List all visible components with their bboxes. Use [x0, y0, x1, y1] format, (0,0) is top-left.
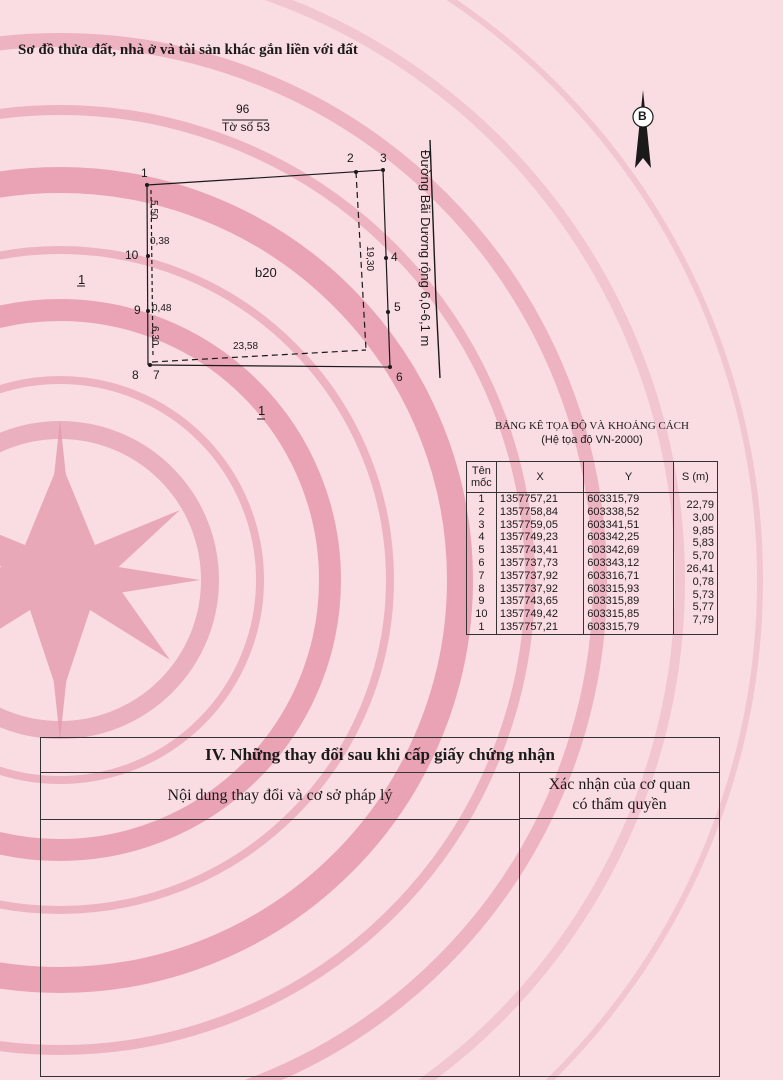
table-cell-y: 603315,79 [584, 493, 673, 506]
table-cell-x: 1357759,05 [496, 519, 583, 532]
dim-right: 19,30 [364, 246, 375, 272]
coord-table-heading [466, 420, 718, 446]
distance-value: 3,00 [692, 511, 714, 524]
table-row [467, 608, 718, 621]
point-label-9: 9 [134, 303, 141, 317]
table-row [467, 519, 718, 532]
point-label-7: 7 [153, 368, 160, 382]
distance-value: 5,77 [692, 601, 714, 614]
table-cell-name: 10 [467, 608, 497, 621]
point-label-10: 10 [125, 248, 139, 262]
table-cell-name: 4 [467, 531, 497, 544]
table-cell-x: 1357737,92 [496, 583, 583, 596]
table-cell-name: 7 [467, 570, 497, 583]
distance-value: 5,70 [692, 550, 714, 563]
north-label: B [638, 109, 647, 123]
table-cell-y: 603342,69 [584, 544, 673, 557]
distance-value: 7,79 [692, 614, 714, 627]
parcel-ref-top: 96 [236, 102, 250, 116]
north-arrow-icon [633, 90, 653, 168]
table-cell-y: 603315,85 [584, 608, 673, 621]
point-label-1: 1 [141, 166, 148, 180]
table-cell-y: 603315,89 [584, 595, 673, 608]
table-cell-s [673, 557, 717, 575]
table-cell-x: 1357737,73 [496, 557, 583, 570]
point-label-5: 5 [394, 300, 401, 314]
table-cell-name: 9 [467, 595, 497, 608]
col-header-s: S (m) [673, 462, 717, 493]
table-cell-x: 1357757,21 [496, 621, 583, 634]
boundary-7-6 [150, 365, 390, 367]
point-label-4: 4 [391, 250, 398, 264]
boundary-3-6 [383, 170, 390, 367]
table-row [467, 570, 718, 583]
distance-value: 26,41 [686, 562, 714, 575]
table-row [467, 621, 718, 634]
coord-table-subtitle: (Hệ tọa độ VN-2000) [541, 434, 643, 446]
table-cell-x: 1357743,65 [496, 595, 583, 608]
table-cell-s [673, 519, 717, 537]
authority-confirmation-header [520, 773, 719, 819]
col-header-x: X [496, 462, 583, 493]
table-cell-s [673, 595, 717, 614]
distance-value: 9,85 [692, 524, 714, 537]
boundary-1-3 [147, 170, 383, 185]
point-label-3: 3 [380, 151, 387, 165]
distance-value: 5,83 [692, 537, 714, 550]
table-cell-y: 603343,12 [584, 557, 673, 570]
table-row [467, 506, 718, 519]
table-cell-y: 603315,79 [584, 621, 673, 634]
table-cell-s [673, 544, 717, 563]
table-cell-y: 603341,51 [584, 519, 673, 532]
table-row [467, 557, 718, 570]
parcel-map [0, 0, 783, 420]
dim-bottom: 23,58 [233, 341, 259, 352]
inner-bottom-dashed [152, 350, 366, 362]
neighbor-label-bottom: 1 [258, 403, 266, 418]
table-cell-name: 5 [467, 544, 497, 557]
table-cell-s [673, 531, 717, 550]
table-cell-s [673, 608, 717, 627]
table-cell-y: 603316,71 [584, 570, 673, 583]
distance-value: 0,78 [692, 575, 714, 588]
table-cell-name: 1 [467, 493, 497, 506]
distance-value: 22,79 [686, 499, 714, 511]
table-cell-name: 8 [467, 583, 497, 596]
table-cell-x: 1357749,42 [496, 608, 583, 621]
neighbor-label-left: 1 [78, 272, 86, 287]
table-cell-s [673, 583, 717, 601]
col-header-name: Tên mốc [467, 462, 497, 493]
table-cell-s [673, 506, 717, 524]
table-row [467, 531, 718, 544]
sheet-label: Tờ số 53 [222, 120, 270, 134]
column-divider [519, 819, 520, 1076]
table-cell-x: 1357737,92 [496, 570, 583, 583]
distance-value: 5,73 [692, 588, 714, 601]
coord-table-title: BẢNG KÊ TỌA ĐỘ VÀ KHOẢNG CÁCH [495, 420, 689, 432]
point-label-6: 6 [396, 370, 403, 384]
table-cell-name: 2 [467, 506, 497, 519]
point-label-8: 8 [132, 368, 139, 382]
changes-section [40, 737, 720, 1077]
dim-10-9: 0,38 [150, 236, 170, 247]
col-header-y: Y [584, 462, 673, 493]
table-cell-name: 1 [467, 621, 497, 634]
table-cell-s [673, 570, 717, 588]
table-row [467, 583, 718, 596]
table-cell-x: 1357758,84 [496, 506, 583, 519]
page-header: Sơ đồ thửa đất, nhà ở và tài sản khác gắn liền với đất [18, 42, 358, 58]
point-label-2: 2 [347, 151, 354, 165]
parcel-label: b20 [255, 265, 277, 280]
table-row [467, 544, 718, 557]
authority-header-line1: Xác nhận của cơ quan [548, 776, 691, 793]
table-cell-x: 1357757,21 [496, 493, 583, 506]
dim-1-10: 5,50 [148, 200, 159, 220]
changes-section-title: IV. Những thay đổi sau khi cấp giấy chứng nhận [41, 738, 719, 773]
dim-8-lower: 6,30 [149, 326, 160, 346]
table-cell-y: 603315,93 [584, 583, 673, 596]
table-cell-y: 603338,52 [584, 506, 673, 519]
table-cell-y: 603342,25 [584, 531, 673, 544]
authority-header-line2: có thẩm quyền [572, 796, 667, 813]
changes-content-header: Nội dung thay đổi và cơ sở pháp lý [41, 773, 520, 820]
table-cell-name: 6 [467, 557, 497, 570]
table-cell-x: 1357743,41 [496, 544, 583, 557]
coord-table [466, 461, 718, 635]
table-cell-s [673, 493, 717, 511]
table-cell-s [673, 621, 717, 634]
table-cell-x: 1357749,23 [496, 531, 583, 544]
dim-9-8: 0,48 [152, 303, 172, 314]
table-row [467, 595, 718, 608]
table-row [467, 493, 718, 506]
road-label: Đường Bãi Dương rộng 6,0-6,1 m [418, 150, 433, 347]
table-cell-name: 3 [467, 519, 497, 532]
